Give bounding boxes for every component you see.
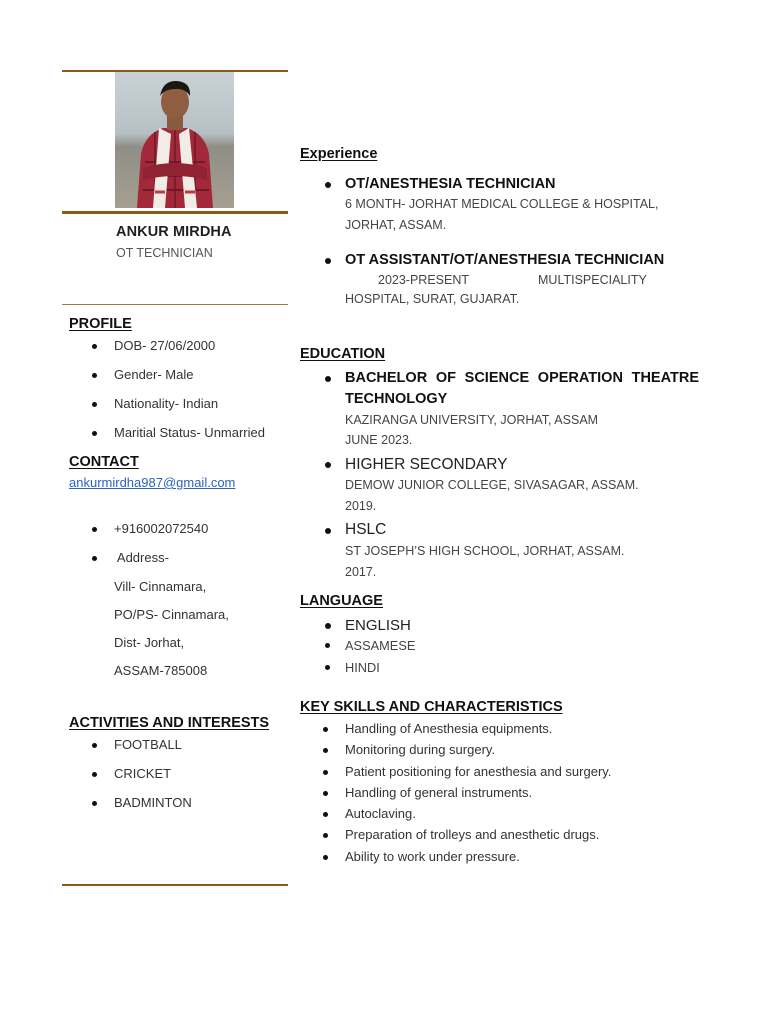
bottom-divider (62, 884, 288, 886)
education-title: HIGHER SECONDARY (345, 456, 508, 473)
bullet-icon (325, 528, 331, 534)
education-title: TECHNOLOGY (345, 391, 448, 407)
education-detail: DEMOW JUNIOR COLLEGE, SIVASAGAR, ASSAM. (345, 478, 639, 492)
education-heading: EDUCATION (300, 346, 386, 362)
address-line: Vill- Cinnamara, (114, 579, 207, 594)
bullet-icon (92, 344, 97, 349)
contact-list (114, 521, 208, 579)
photo-bottom-divider (62, 211, 288, 214)
activities-list (114, 737, 192, 824)
contact-heading: CONTACT (69, 454, 139, 470)
language-heading: LANGUAGE (300, 593, 383, 609)
candidate-name: ANKUR MIRDHA (116, 224, 232, 240)
experience-title: OT ASSISTANT/OT/ANESTHESIA TECHNICIAN (345, 252, 665, 268)
profile-list (114, 338, 265, 454)
education-title: BACHELOR OF SCIENCE OPERATION THEATRE (345, 370, 699, 386)
phone-item: +916002072540 (114, 521, 208, 550)
list-item: CRICKET (114, 766, 192, 795)
bullet-icon (323, 833, 328, 838)
list-item: Patient positioning for anesthesia and surgery. (345, 764, 611, 785)
education-detail: JUNE 2023. (345, 433, 413, 447)
profile-photo (115, 72, 234, 208)
education-detail: 2017. (345, 565, 377, 579)
skills-heading: KEY SKILLS AND CHARACTERISTICS (300, 699, 563, 715)
bullet-icon (325, 665, 330, 670)
bullet-icon (92, 402, 97, 407)
bullet-icon (323, 727, 328, 732)
experience-detail: 6 MONTH- JORHAT MEDICAL COLLEGE & HOSPITAL, (345, 197, 659, 211)
list-item: Gender- Male (114, 367, 265, 396)
language-item: ENGLISH (345, 617, 411, 634)
experience-detail: HOSPITAL, SURAT, GUJARAT. (345, 292, 520, 306)
education-detail: ST JOSEPH’S HIGH SCHOOL, JORHAT, ASSAM. (345, 544, 625, 558)
bullet-icon (323, 770, 328, 775)
candidate-role: OT TECHNICIAN (116, 246, 213, 260)
list-item: DOB- 27/06/2000 (114, 338, 265, 367)
education-detail: 2019. (345, 499, 377, 513)
bullet-icon (323, 812, 328, 817)
bullet-icon (92, 527, 97, 532)
bullet-icon (92, 801, 97, 806)
list-item: Monitoring during surgery. (345, 742, 611, 763)
bullet-icon (92, 743, 97, 748)
language-item: HINDI (345, 660, 380, 675)
profile-heading: PROFILE (69, 316, 132, 332)
bullet-icon (92, 772, 97, 777)
list-item: Autoclaving. (345, 806, 611, 827)
name-divider (62, 304, 288, 305)
bullet-icon (323, 748, 328, 753)
list-item: Handling of Anesthesia equipments. (345, 721, 611, 742)
address-item: Address- (114, 550, 208, 579)
address-line: Dist- Jorhat, (114, 635, 185, 650)
education-detail: KAZIRANGA UNIVERSITY, JORHAT, ASSAM (345, 413, 599, 427)
list-item: Nationality- Indian (114, 396, 265, 425)
experience-detail: JORHAT, ASSAM. (345, 218, 447, 232)
list-item: Ability to work under pressure. (345, 849, 611, 870)
activities-heading: ACTIVITIES AND INTERESTS (69, 715, 270, 731)
list-item: FOOTBALL (114, 737, 192, 766)
list-item: Maritial Status- Unmarried (114, 425, 265, 454)
experience-heading: Experience (300, 146, 378, 162)
skills-list (345, 721, 611, 870)
bullet-icon (325, 182, 331, 188)
bullet-icon (323, 791, 328, 796)
experience-detail: 2023-PRESENT (378, 273, 470, 287)
list-item: BADMINTON (114, 795, 192, 824)
bullet-icon (323, 855, 328, 860)
language-item: ASSAMESE (345, 638, 416, 653)
education-title: HSLC (345, 521, 387, 538)
experience-title: OT/ANESTHESIA TECHNICIAN (345, 176, 556, 192)
bullet-icon (325, 376, 331, 382)
bullet-icon (92, 556, 97, 561)
bullet-icon (325, 623, 331, 629)
address-line: PO/PS- Cinnamara, (114, 607, 229, 622)
bullet-icon (325, 643, 330, 648)
list-item: Preparation of trolleys and anesthetic drugs. (345, 827, 611, 848)
bullet-icon (325, 462, 331, 468)
bullet-icon (92, 431, 97, 436)
bullet-icon (325, 258, 331, 264)
email-link[interactable]: ankurmirdha987@gmail.com (69, 475, 236, 490)
address-line: ASSAM-785008 (114, 663, 208, 678)
experience-detail: MULTISPECIALITY (538, 273, 647, 287)
list-item: Handling of general instruments. (345, 785, 611, 806)
bullet-icon (92, 373, 97, 378)
